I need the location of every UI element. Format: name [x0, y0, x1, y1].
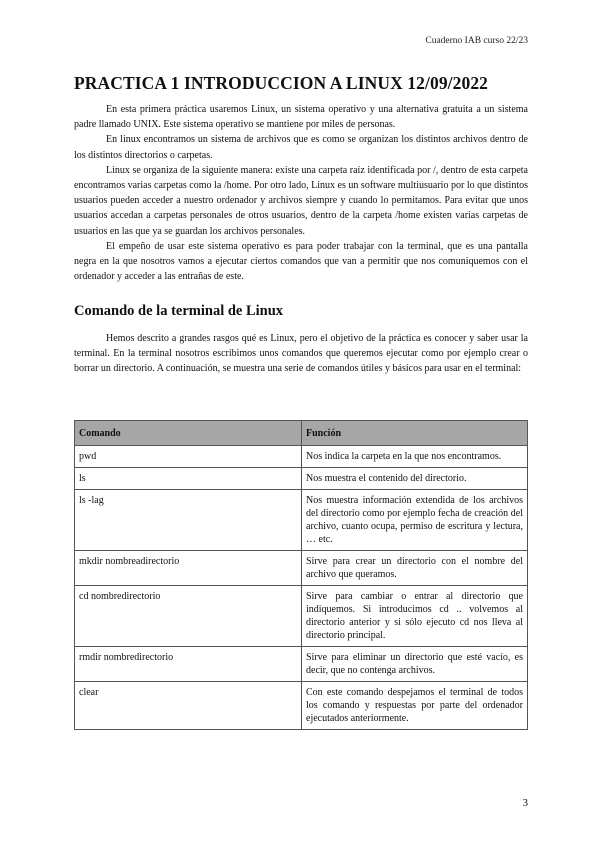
intro-paragraphs	[74, 102, 528, 284]
running-header: Cuaderno IAB curso 22/23	[425, 36, 528, 46]
section-intro	[74, 331, 528, 377]
table-row	[75, 446, 528, 468]
table-header-row	[75, 421, 528, 446]
page-number: 3	[522, 797, 528, 809]
paragraph: En linux encontramos un sistema de archivos que es como se organizan los distintos archivos dentro de los distintos directorios o carpetas.	[74, 134, 528, 161]
command-cell: pwd	[75, 446, 302, 468]
paragraph: El empeño de usar este sistema operativo es para poder trabajar con la terminal, que es una pantalla negra en la que nosotros vamos a ejecutar ciertos comandos que van a permitir que nos comuniquemos con el ordenador y acceder a las entrañas de este.	[74, 240, 528, 283]
column-header-command: Comando	[75, 421, 302, 446]
function-cell: Con este comando despejamos el terminal de todos los comando y respuestas por parte del ordenador ejecutados anteriormente.	[302, 682, 528, 730]
paragraph: En esta primera práctica usaremos Linux, un sistema operativo y una alternativa gratuita a un sistema padre llamado UNIX. Este sistema operativo se mantiene por miles de personas.	[74, 104, 528, 131]
table-row	[75, 468, 528, 490]
function-cell: Nos muestra el contenido del directorio.	[302, 468, 528, 490]
function-cell: Sirve para cambiar o entrar al directorio que indiquemos. Si introducimos cd .. volvemos al directorio anterior y si sólo ejecuto cd nos lleva al directorio principal.	[302, 586, 528, 647]
command-cell: ls -lag	[75, 490, 302, 551]
command-cell: mkdir nombreadirectorio	[75, 551, 302, 586]
section-heading: Comando de la terminal de Linux	[74, 303, 284, 319]
column-header-function: Función	[302, 421, 528, 446]
function-cell: Nos indica la carpeta en la que nos encontramos.	[302, 446, 528, 468]
command-cell: cd nombredirectorio	[75, 586, 302, 647]
function-cell: Nos muestra información extendida de los archivos del directorio como por ejemplo fecha de creación del archivo, cuanto ocupa, permiso de escritura y lectura, … etc.	[302, 490, 528, 551]
paragraph: Hemos descrito a grandes rasgos qué es Linux, pero el objetivo de la práctica es conocer y saber usar la terminal. En la terminal nosotros escribimos unos comandos que queremos ejecutar como por ejemplo crear o borrar un directorio. A continuación, se muestra una serie de comandos útiles y básicos para usar en el terminal:	[74, 333, 528, 375]
function-cell: Sirve para crear un directorio con el nombre del archivo que queramos.	[302, 551, 528, 586]
command-cell: ls	[75, 468, 302, 490]
page-title: PRACTICA 1 INTRODUCCION A LINUX 12/09/2022	[74, 73, 489, 93]
table-row	[75, 682, 528, 730]
table-row	[75, 490, 528, 551]
table-row	[75, 647, 528, 682]
table-row	[75, 551, 528, 586]
table-row	[75, 586, 528, 647]
paragraph: Linux se organiza de la siguiente manera: existe una carpeta raíz identificada por /, dentro de esta carpeta encontramos varias carpetas como la /home. Por otro lado, Linux es un software multiusuario por lo que distintos usuarios pueden acceder a nuestro ordenador y archivos siempre y cuando lo permitamos. Para evitar que unos usuarios accedan a carpetas personales de otros usuarios, dentro de la carpeta /home existen varias carpetas de usuarios en las que ya se guardan los archivos personales.	[74, 164, 528, 237]
command-cell: rmdir nombredirectorio	[75, 647, 302, 682]
command-cell: clear	[75, 682, 302, 730]
function-cell: Sirve para eliminar un directorio que esté vacío, es decir, que no contenga archivos.	[302, 647, 528, 682]
commands-table	[74, 420, 528, 730]
